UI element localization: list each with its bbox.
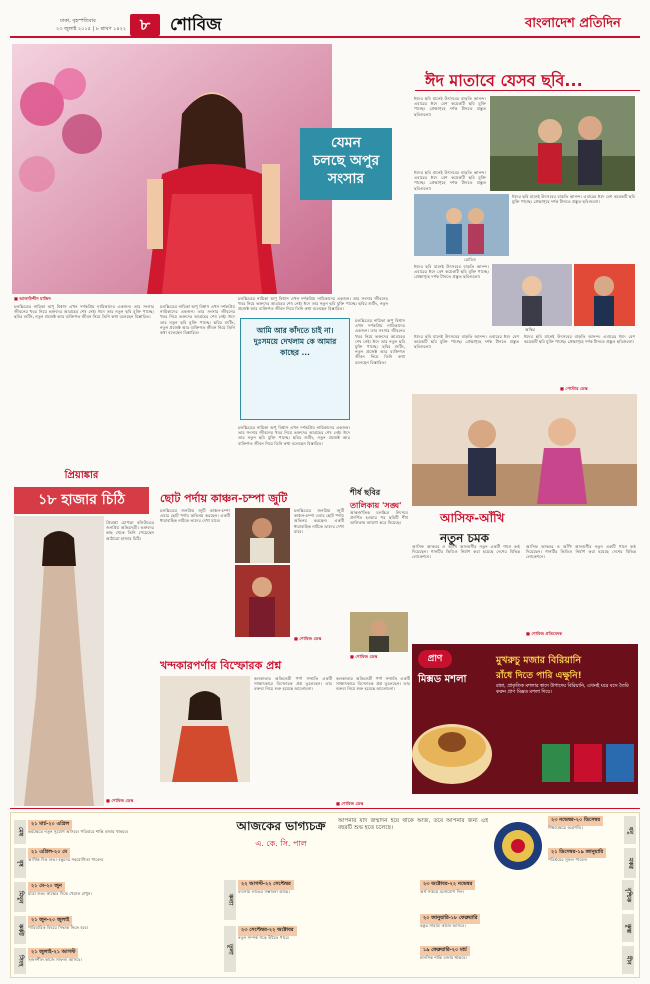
kanchan-title: ছোট পর্দায় কাঞ্চন-চম্পা জুটি: [160, 492, 288, 505]
asif-title-line2: নতুন চমক: [440, 531, 490, 545]
page-number-badge: [130, 14, 160, 36]
ad-sub: রান্না, প্রাকৃতিক মশলার স্বাদে উপাদেয় বিরিয়ানি, এখনই ঘরে বসে তৈরি করুন প্রাণ মিক্সড মশলা দিয়ে।: [496, 684, 629, 695]
sign-dates-1: ২১ এপ্রিল-২০ মে: [28, 848, 70, 858]
priyanka-byline-text: শোবিজ ডেস্ক: [111, 798, 134, 803]
sign-text-3: পারিবারিক বিষয়ে সিদ্ধান্ত নিতে হবে।: [28, 925, 89, 930]
priyanka-byline: ■ শোবিজ ডেস্ক: [106, 798, 134, 803]
header-rule: [10, 36, 640, 38]
horoscope-intro: আপনার যদি জন্মদিন হয়ে থাকে আজ, তবে আপনার জন্য এই বছরটি শুভ হতে চলেছে।: [338, 818, 488, 831]
priyanka-title: ১৮ হাজার চিঠি: [38, 492, 125, 508]
masthead[interactable]: বাংলাদেশ প্রতিদিন: [525, 16, 621, 31]
eid-byline: ■ পোস্টার ডেস্ক: [560, 386, 588, 391]
sign-dates-9: ২১ ডিসেম্বর-১৯ জানুয়ারি: [548, 848, 606, 858]
sign-box-3: [14, 916, 220, 944]
sign-text-5: ব্যবসায় লাভের সম্ভাবনা আছে।: [238, 889, 290, 894]
sign-name-7: বৃশ্চিক: [622, 880, 634, 910]
eid-caption-b: অস্থির: [525, 327, 535, 332]
sign-name-9: মকর: [624, 848, 636, 878]
shirsha-body: আন্তর্জাতিক চলচ্চিত্র উৎসবে প্রদর্শিত হওয়ার পর ছবিটি শীর্ষ তালিকায় জায়গা করে নিয়েছে।: [350, 510, 408, 526]
khandaker-photo: [160, 676, 250, 782]
eid-photo-b-art: [414, 194, 509, 256]
lead-quote-box: [240, 318, 350, 420]
sign-box-0: [14, 820, 220, 844]
lead-title-line3: সংসার: [327, 171, 365, 187]
eid-body-col3: ঈদের ছবি মানেই উৎসবের বাড়তি আনন্দ। এবারের ঈদে বেশ কয়েকটি ছবি মুক্তি পাচ্ছে। প্রেক্ষাগৃহে দর্শক টানতে প্রস্তুত ছবিগুলো।: [512, 194, 635, 205]
ad-product: মিক্সড মশলা: [418, 674, 467, 685]
lead-quote: আমি আর কাঁদতে চাই না। দুঃসময়ে দেখলাম কে আমার কাছের ...: [253, 326, 337, 357]
lead-title-line1: যেমন: [331, 135, 361, 151]
eid-photo-c-art: [492, 264, 572, 326]
ad-headline2: রাঁধে দিতে পারি এক্ষুনি!: [496, 671, 582, 681]
sign-dates-8: ২৩ নভেম্বর-২০ ডিসেম্বর: [548, 816, 603, 826]
ad-headline: মুখরুচু মজার বিরিয়ানি: [496, 655, 581, 666]
sign-name-5: কন্যা: [224, 880, 236, 920]
date-detail: ২৩ জুলাই ২০১৫ | ৮ শ্রাবণ ১৪২২: [56, 26, 127, 32]
ad-brand: [418, 650, 452, 668]
lead-title-line2: চলছে অপুর: [312, 153, 380, 169]
eid-photo-a: [490, 96, 635, 191]
kanchan-photo-a: [235, 508, 290, 563]
kanchan-photo-b-art: [235, 565, 290, 637]
page-header: [10, 8, 640, 38]
eid-byline-text: পোস্টার ডেস্ক: [565, 386, 588, 391]
sign-name-11: মীন: [622, 946, 634, 974]
priyanka-photo-art: [14, 516, 104, 806]
kanchan-body-col1: চলচ্চিত্রের জনপ্রিয় জুটি কাঞ্চন-চম্পা এবার ছোট পর্দায় অভিনয় করছেন। একটি ধারাবাহিক নাটকে তাদের দেখা যাবে।: [160, 508, 230, 524]
eid-body-col5: ঈদের ছবি মানেই উৎসবের বাড়তি আনন্দ। এবারের ঈদে বেশ কয়েকটি ছবি মুক্তি পাচ্ছে। প্রেক্ষাগৃহে দর্শক টানতে প্রস্তুত ছবিগুলো।: [414, 334, 519, 350]
lead-body-col2: চলচ্চিত্রের নায়িকা অপু বিশ্বাস এখন দর্শকপ্রিয় নায়িকাদের একজন। তার সংসার জীবনের খবর নিয়ে ভক্তদের আগ্রহের শেষ নেই। ঈদে তার নতুন ছবি মুক্তি পাচ্ছে। ছবির শুটিং, নতুন প্রজেক্ট আর ব্যক্তিগত জীবন নিয়ে তিনি কথা বলেছেন বিস্তারিত।: [160, 304, 235, 336]
lead-photo: [12, 44, 332, 294]
eid-caption-a: রোমিও: [464, 257, 476, 262]
eid-body-col4: ঈদের ছবি মানেই উৎসবের বাড়তি আনন্দ। এবারের ঈদে বেশ কয়েকটি ছবি মুক্তি পাচ্ছে। প্রেক্ষাগৃহে দর্শক টানতে প্রস্তুত ছবিগুলো।: [414, 264, 489, 280]
sign-dates-2: ২১ মে-২০ জুন: [28, 882, 65, 892]
priyanka-photo: [14, 516, 104, 806]
sign-name-10: কুম্ভ: [622, 914, 634, 942]
eid-body-col2: ঈদের ছবি মানেই উৎসবের বাড়তি আনন্দ। এবারের ঈদে বেশ কয়েকটি ছবি মুক্তি পাচ্ছে। প্রেক্ষাগৃহে দর্শক টানতে প্রস্তুত ছবিগুলো।: [414, 170, 486, 191]
ad-brand-text: প্রাণ: [427, 654, 443, 664]
lead-body-col5: চলচ্চিত্রের নায়িকা অপু বিশ্বাস এখন দর্শকপ্রিয় নায়িকাদের একজন। তার সংসার জীবনের খবর নিয়ে ভক্তদের আগ্রহের শেষ নেই। ঈদে তার নতুন ছবি মুক্তি পাচ্ছে। ছবির শুটিং, নতুন প্রজেক্ট আর ব্যক্তিগত জীবন নিয়ে তিনি কথা বলেছেন বিস্তারিত।: [238, 425, 350, 446]
eid-photo-d-art: [574, 264, 635, 326]
shirsha-title-line2: তালিকায় 'সঙ্ঘ': [350, 501, 402, 510]
eid-body-col1: ঈদের ছবি মানেই উৎসবের বাড়তি আনন্দ। এবারের ঈদে বেশ কয়েকটি ছবি মুক্তি পাচ্ছে। প্রেক্ষাগৃহে দর্শক টানতে প্রস্তুত ছবিগুলো।: [414, 96, 486, 117]
sign-box-1: [14, 848, 220, 878]
sign-box-2: [14, 882, 220, 912]
sign-name-2: মিথুন: [14, 882, 26, 912]
lead-body-col1: চলচ্চিত্রের নায়িকা অপু বিশ্বাস এখন দর্শকপ্রিয় নায়িকাদের একজন। তার সংসার জীবনের খবর নিয়ে ভক্তদের আগ্রহের শেষ নেই। ঈদে তার নতুন ছবি মুক্তি পাচ্ছে। ছবির শুটিং, নতুন প্রজেক্ট আর ব্যক্তিগত জীবন নিয়ে তিনি কথা বলেছেন বিস্তারিত।: [14, 304, 154, 320]
lead-body-col3: চলচ্চিত্রের নায়িকা অপু বিশ্বাস এখন দর্শকপ্রিয় নায়িকাদের একজন। তার সংসার জীবনের খবর নিয়ে ভক্তদের আগ্রহের শেষ নেই। ঈদে তার নতুন ছবি মুক্তি পাচ্ছে। ছবির শুটিং, নতুন প্রজেক্ট আর ব্যক্তিগত জীবন নিয়ে তিনি কথা বলেছেন বিস্তারিত।: [238, 296, 388, 312]
shirsha-byline-text: শোবিজ ডেস্ক: [355, 654, 378, 659]
lead-title-box: [300, 128, 392, 200]
khandaker-body-col2: কলকাতার অভিনেত্রী পর্ণা সম্প্রতি একটি সাক্ষাৎকারে বিস্ফোরক প্রশ্ন তুলেছেন। তার বক্তব্য নিয়ে শুরু হয়েছে আলোচনা।: [336, 676, 410, 692]
priyanka-body: প্রিয়াঙ্কা চোপড়া বলিউডের জনপ্রিয় অভিনেত্রী। ভক্তদের কাছ থেকে তিনি পেয়েছেন আঠারো হাজার চিঠি।: [106, 520, 154, 541]
horoscope-title: আজকের ভাগ্যচক্র: [236, 819, 326, 833]
khandaker-title: খন্দকারপর্ণার বিস্ফোরক প্রশ্ন: [160, 659, 282, 672]
asif-byline-text: শোবিজ প্রতিবেদক: [531, 631, 563, 636]
sign-dates-0: ২১ মার্চ-২০ এপ্রিল: [28, 820, 72, 830]
date-line: ঢাকা, বৃহস্পতিবার: [60, 18, 96, 24]
sign-text-10: বন্ধুর সাহায্য কাজে আসবে।: [420, 923, 466, 928]
eid-photo-b: [414, 194, 509, 256]
sign-text-1: আর্থিক দিক শুভ। বন্ধুদের সহযোগিতা পাবেন।: [28, 857, 104, 862]
lead-body-col4: চলচ্চিত্রের নায়িকা অপু বিশ্বাস এখন দর্শকপ্রিয় নায়িকাদের একজন। তার সংসার জীবনের খবর নিয়ে ভক্তদের আগ্রহের শেষ নেই। ঈদে তার নতুন ছবি মুক্তি পাচ্ছে। ছবির শুটিং, নতুন প্রজেক্ট আর ব্যক্তিগত জীবন নিয়ে তিনি কথা বলেছেন বিস্তারিত।: [355, 318, 405, 365]
asif-body-col2: আসিফ আকবর ও আঁখি আলমগীর নতুন একটি গানে কণ্ঠ দিয়েছেন। গানটির ভিডিও নির্মাণ করা হয়েছে দেশের বিভিন্ন লোকেশনে।: [526, 544, 636, 560]
asif-photo-art: [412, 394, 637, 506]
zodiac-wheel-icon: [492, 816, 544, 876]
sign-text-8: শিক্ষাক্ষেত্রে অগ্রগতি।: [548, 825, 583, 830]
zodiac-wheel: [492, 816, 544, 876]
sign-text-2: যাত্রা শুভ। স্বাস্থ্যের দিকে খেয়াল রাখুন।: [28, 891, 93, 896]
shirsha-photo-art: [350, 612, 408, 652]
sign-name-8: ধনু: [624, 816, 636, 844]
horoscope-title-box: [226, 818, 336, 874]
sign-text-11: মানসিক শান্তি বজায় থাকবে।: [420, 955, 467, 960]
shirsha-byline: ■ শোবিজ ডেস্ক: [350, 654, 378, 659]
horoscope-author: এ. কে. সি. পাল: [255, 839, 307, 848]
pran-ad[interactable]: [412, 644, 638, 794]
shirsha-photo: [350, 612, 408, 652]
asif-photo: [412, 394, 637, 506]
lead-byline-text: আলাউদ্দীন মাজিদ: [19, 296, 51, 301]
khandaker-byline-text: শোবিজ ডেস্ক: [341, 801, 364, 806]
sign-name-3: কর্কট: [14, 916, 26, 944]
kanchan-byline: ■ শোবিজ ডেস্ক: [294, 636, 322, 641]
kanchan-photo-b: [235, 565, 290, 637]
sign-dates-6: ২৩ সেপ্টেম্বর-২২ অক্টোবর: [238, 926, 297, 936]
section-title: শোবিজ: [170, 15, 222, 35]
priyanka-name: প্রিয়াঙ্কার: [14, 466, 149, 487]
sign-dates-3: ২১ জুন-২০ জুলাই: [28, 916, 72, 926]
sign-dates-4: ২১ জুলাই-২১ আগস্ট: [28, 948, 78, 958]
sign-box-11: [420, 946, 636, 974]
sign-dates-10: ২০ জানুয়ারি-১৮ ফেব্রুয়ারি: [420, 914, 480, 924]
sign-box-8: [548, 816, 636, 878]
sign-box-7: [420, 880, 636, 910]
eid-title: ঈদ মাতাবে যেসব ছবি...: [425, 71, 583, 90]
khandaker-photo-art: [160, 676, 250, 782]
kanchan-body-col2: চলচ্চিত্রের জনপ্রিয় জুটি কাঞ্চন-চম্পা এবার ছোট পর্দায় অভিনয় করছেন। একটি ধারাবাহিক নাটকে তাদের দেখা যাবে।: [294, 508, 344, 534]
sign-dates-11: ১৯ ফেব্রুয়ারি-২০ মার্চ: [420, 946, 470, 956]
kanchan-byline-text: শোবিজ ডেস্ক: [299, 636, 322, 641]
eid-body-col6: ঈদের ছবি মানেই উৎসবের বাড়তি আনন্দ। এবারের ঈদে বেশ কয়েকটি ছবি মুক্তি পাচ্ছে। প্রেক্ষাগৃহে দর্শক টানতে প্রস্তুত ছবিগুলো।: [524, 334, 635, 345]
khandaker-body-col1: কলকাতার অভিনেত্রী পর্ণা সম্প্রতি একটি সাক্ষাৎকারে বিস্ফোরক প্রশ্ন তুলেছেন। তার বক্তব্য নিয়ে শুরু হয়েছে আলোচনা।: [254, 676, 332, 692]
sign-box-5: [224, 880, 414, 974]
khandaker-byline: ■ শোবিজ ডেস্ক: [336, 801, 364, 806]
shirsha-title-line1: শীর্ষ ছবির: [350, 488, 381, 497]
horoscope-top-rule: [10, 808, 640, 809]
sign-text-7: অর্থ সঞ্চয়ে মনোযোগ দিন।: [420, 889, 465, 894]
sign-name-1: বৃষ: [14, 848, 26, 878]
sign-dates-7: ২৩ অক্টোবর-২২ নভেম্বর: [420, 880, 475, 890]
sign-box-4: [14, 948, 220, 974]
sign-text-4: সৃজনশীল কাজে সাফল্য আসবে।: [28, 957, 82, 962]
sign-box-10: [420, 914, 636, 942]
sign-text-0: কর্মক্ষেত্রে নতুন সুযোগ আসবে। পরিবারে শান্তি বজায় থাকবে।: [28, 829, 129, 834]
sign-text-6: নতুন সম্পর্ক গড়ে উঠতে পারে।: [238, 935, 290, 940]
page-number: ৮: [139, 15, 151, 34]
sign-name-0: মেষ: [14, 820, 26, 844]
asif-byline: ■ শোবিজ প্রতিবেদক: [526, 631, 563, 636]
kanchan-photo-a-art: [235, 508, 290, 563]
sign-name-6: তুলা: [224, 926, 236, 972]
lead-byline: ■ আলাউদ্দীন মাজিদ: [14, 296, 51, 301]
eid-photo-a-art: [490, 96, 635, 191]
priyanka-title-box: [14, 470, 149, 514]
sign-text-9: পরিশ্রমের সুফল পাবেন।: [548, 857, 588, 862]
eid-photo-d: [574, 264, 635, 326]
sign-dates-5: ২২ আগস্ট-২২ সেপ্টেম্বর: [238, 880, 294, 890]
asif-title-line1: আসিফ-আঁখি: [440, 511, 505, 525]
sign-name-4: সিংহ: [14, 948, 26, 974]
eid-photo-c: [492, 264, 572, 326]
eid-title-rule: [415, 90, 640, 91]
lead-photo-art: [12, 44, 332, 294]
asif-body-col1: আসিফ আকবর ও আঁখি আলমগীর নতুন একটি গানে কণ্ঠ দিয়েছেন। গানটির ভিডিও নির্মাণ করা হয়েছে দেশের বিভিন্ন লোকেশনে।: [412, 544, 520, 560]
